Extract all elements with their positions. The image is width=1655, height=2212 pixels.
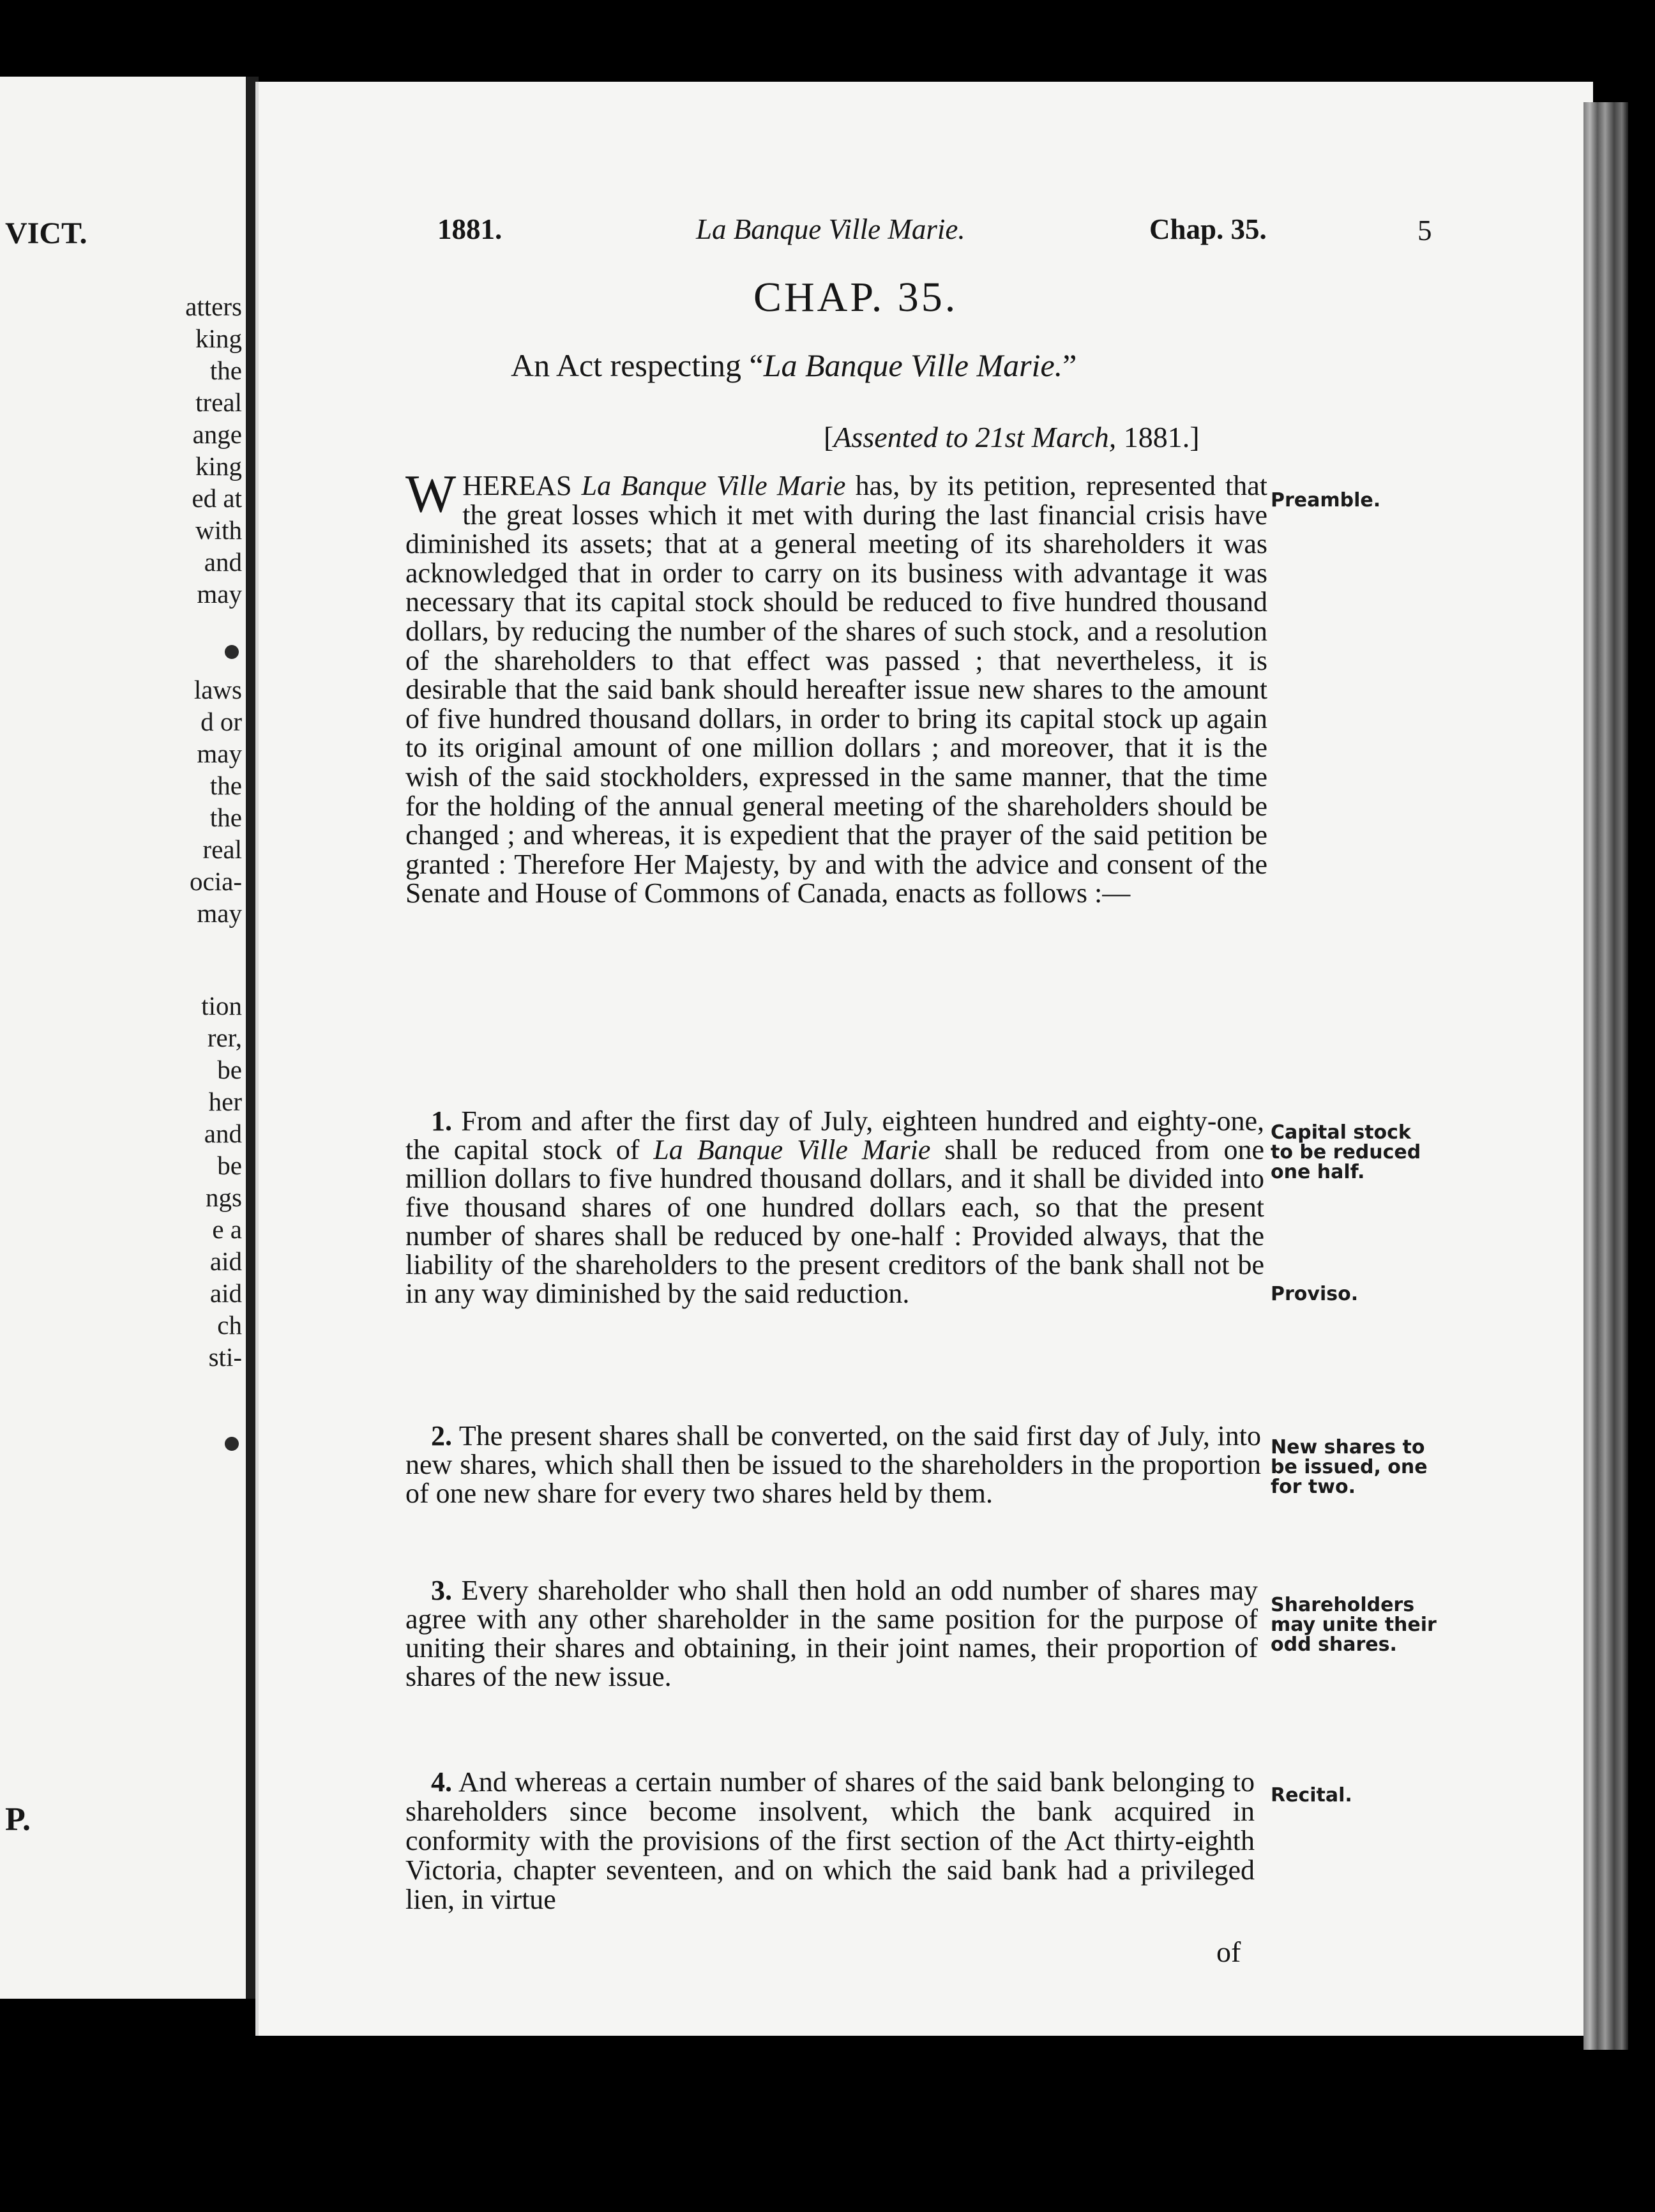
section-number: 4.	[431, 1766, 452, 1798]
left-page-fragment: rer,	[207, 1023, 242, 1052]
side-note-section-1: Capital stock to be reduced one half.	[1271, 1121, 1421, 1183]
chapter-title: CHAP. 35.	[753, 274, 958, 321]
assent-italic: Assented to 21st March,	[833, 421, 1117, 453]
left-page-fragment: treal	[195, 388, 242, 417]
header-chapter-ref: Chap. 35.	[1149, 213, 1267, 245]
left-page-fragment: aid	[209, 1246, 242, 1276]
page-edges	[1583, 102, 1628, 2050]
left-page-fragment: with	[195, 515, 242, 545]
section-text: shall be reduced from one million dollars to five hundred thousand dollars, and it shall be divided into five thousand shares of one hundred dollars each, so that the present number of shares shall be reduced by one-half : Provided always, that the liability of the shareholders to the present creditors of the bank shall not be in any way diminished by the said reduction.	[405, 1134, 1264, 1309]
header-year: 1881.	[437, 213, 503, 245]
side-note-preamble: Preamble.	[1271, 489, 1381, 511]
left-page-fragment: laws	[193, 675, 242, 704]
left-page-fragment: ed at	[192, 483, 242, 513]
preamble	[405, 464, 1268, 909]
preamble-dropcap: W	[405, 464, 457, 524]
section-2	[405, 1421, 1261, 1508]
section-text: And whereas a certain number of shares of the said bank belonging to shareholders since become insolvent, which the bank acquired in conformity with the provisions of the first section of the Act thirty-eighth Victoria, chapter seventeen, and on which the said bank had a privileged lien, in virtue	[405, 1766, 1255, 1915]
preamble-lead: HEREAS	[462, 470, 582, 501]
left-page-fragment: the	[209, 356, 242, 385]
side-note-section-2: New shares to be issued, one for two.	[1271, 1436, 1428, 1498]
assent-prefix: [	[824, 421, 834, 453]
left-page-fragment: king	[195, 324, 242, 353]
left-page-fragment: may	[197, 898, 242, 928]
left-page-fragment: real	[202, 835, 242, 864]
left-page-fragment: the	[209, 803, 242, 832]
section-number: 2.	[431, 1420, 452, 1451]
act-title-name: La Banque Ville Marie.	[763, 347, 1063, 383]
side-note-section-3: Shareholders may unite their odd shares.	[1271, 1594, 1437, 1656]
left-page	[0, 77, 248, 1999]
section-bank-name: La Banque Ville Marie	[653, 1134, 931, 1165]
left-page-fragment: be	[217, 1151, 242, 1180]
left-page-fragment: tion	[201, 991, 242, 1020]
left-page-fragment: and	[204, 1119, 242, 1148]
left-page-fragment: ch	[217, 1310, 242, 1340]
left-page-chap-fragment: P.	[5, 1801, 31, 1838]
section-text: From and after the first day of July, eighteen hundred and eighty-one, the capital stock of	[405, 1105, 1264, 1165]
catchword: of	[1216, 1936, 1241, 1968]
left-page-fragment: d or	[200, 707, 242, 736]
section-1	[405, 1107, 1264, 1308]
left-page-fragment: ocia-	[190, 867, 242, 896]
section-3	[405, 1576, 1258, 1691]
left-page-fragment: ngs	[206, 1183, 242, 1212]
header-running-title: La Banque Ville Marie.	[696, 213, 965, 245]
page-content	[255, 82, 1590, 2036]
left-page-fragment: sti-	[208, 1342, 242, 1372]
section-text: The present shares shall be converted, on the said first day of July, into new shares, which shall then be issued to the shareholders in the proportion of one new share for every two shares held by them.	[405, 1420, 1261, 1509]
left-page-fragment: may	[197, 739, 242, 768]
left-page-fragment: her	[208, 1087, 242, 1116]
section-number: 1.	[431, 1105, 452, 1137]
left-page-fragment: the	[209, 771, 242, 800]
assent-suffix: 1881.]	[1116, 421, 1200, 453]
act-title	[511, 347, 1077, 384]
left-page-fragment: ange	[192, 420, 242, 449]
left-page-fragment: aid	[209, 1278, 242, 1308]
left-page-fragment: king	[195, 451, 242, 481]
preamble-text: has, by its petition, represented that the great losses which it met with during the last financial crisis have diminished its assets; that at a general meeting of its shareholders it was acknowledged that in order to carry on its business with advantage it was necessary that its capital stock should be reduced to five hundred thousand dollars, by reducing the number of the shares of such stock, and a resolution of the shareholders to that effect was passed ; that nevertheless, it is desirable that the said bank should hereafter issue new shares to the amount of five hundred thousand dollars, in order to bring its capital stock up again to its original amount of one million dollars ; and moreover, that it is the wish of the said stockholders, expressed in the same manner, that the time for the holding of the annual general meeting of the shareholders should be changed ; and whereas, it is expedient that the prayer of the said petition be granted : Therefore Her Majesty, by and with the advice and consent of the Senate and House of Commons of Canada, enacts as follows :—	[405, 470, 1268, 909]
section-4	[405, 1768, 1255, 1914]
section-number: 3.	[431, 1575, 452, 1606]
page-number: 5	[1417, 215, 1432, 246]
act-title-prefix: An Act respecting “	[511, 347, 764, 383]
left-page-fragment: and	[204, 547, 242, 577]
assent-line	[824, 420, 1200, 454]
left-page-fragment: e a	[212, 1215, 242, 1244]
left-page-fragment: may	[197, 579, 242, 609]
act-title-suffix: ”	[1062, 347, 1077, 383]
side-note-proviso: Proviso.	[1271, 1283, 1359, 1305]
side-note-section-4: Recital.	[1271, 1784, 1352, 1807]
binding-stitch	[225, 1437, 239, 1451]
left-page-fragment: be	[217, 1055, 242, 1084]
left-page-header: VICT.	[5, 216, 87, 250]
preamble-bank-name: La Banque Ville Marie	[581, 470, 846, 501]
binding-stitch	[225, 645, 239, 659]
section-text: Every shareholder who shall then hold an odd number of shares may agree with any other shareholder in the same position for the purpose of uniting their shares and obtaining, in their joint names, their proportion of shares of the new issue.	[405, 1575, 1258, 1692]
left-page-fragment: atters	[185, 292, 242, 321]
